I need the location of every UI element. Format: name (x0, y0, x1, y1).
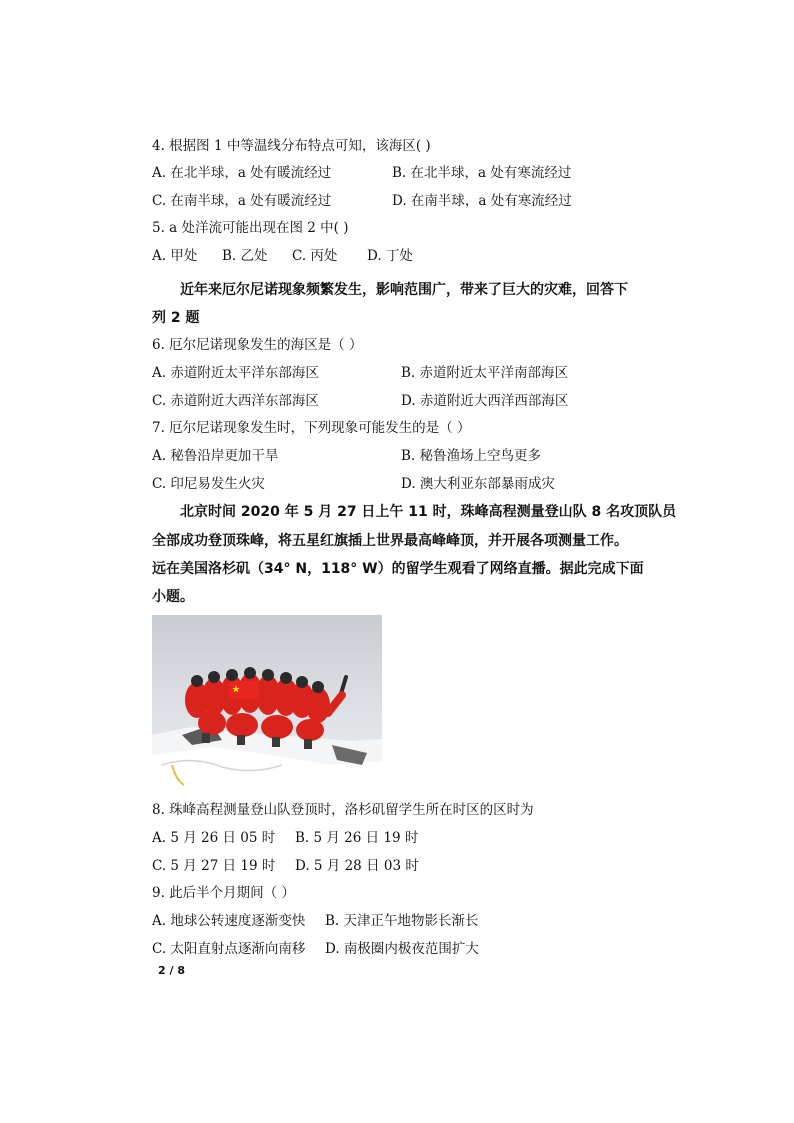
elnino-intro-line-1: 近年来厄尔尼诺现象频繁发生，影响范围广，带来了巨大的灾难，回答下 (180, 282, 628, 298)
question-6-option-a: A. 赤道附近太平洋东部海区 (152, 365, 319, 381)
everest-intro-line-1: 北京时间 2020 年 5 月 27 日上午 11 时，珠峰高程测量登山队 8 名攻顶队员 (180, 504, 677, 520)
page-number: 2 / 8 (158, 964, 185, 977)
question-6-stem: 6. 厄尔尼诺现象发生的海区是（ ） (152, 337, 363, 353)
question-4-option-b: B. 在北半球，a 处有寒流经过 (392, 165, 572, 181)
question-5-option-d: D. 丁处 (367, 248, 413, 264)
question-5-option-c: C. 丙处 (292, 248, 338, 264)
question-5-option-b: B. 乙处 (222, 248, 268, 264)
question-7-option-b: B. 秘鲁渔场上空鸟更多 (401, 448, 542, 464)
question-8-option-b: B. 5 月 26 日 19 时 (295, 830, 419, 846)
question-4-stem: 4. 根据图 1 中等温线分布特点可知，该海区( ) (152, 138, 431, 154)
everest-intro-line-4: 小题。 (152, 589, 194, 605)
question-6-option-d: D. 赤道附近大西洋西部海区 (401, 393, 569, 409)
question-5-stem: 5. a 处洋流可能出现在图 2 中( ) (152, 220, 349, 236)
question-7-stem: 7. 厄尔尼诺现象发生时，下列现象可能发生的是（ ） (152, 420, 471, 436)
question-6-option-b: B. 赤道附近太平洋南部海区 (401, 365, 569, 381)
question-8-option-c: C. 5 月 27 日 19 时 (152, 858, 276, 874)
question-8-option-a: A. 5 月 26 日 05 时 (152, 830, 276, 846)
question-8-option-d: D. 5 月 28 日 03 时 (295, 858, 419, 874)
everest-intro-line-3: 远在美国洛杉矶（34° N，118° W）的留学生观看了网络直播。据此完成下面 (152, 561, 644, 577)
question-9-option-c: C. 太阳直射点逐渐向南移 (152, 941, 306, 957)
question-9-option-d: D. 南极圈内极夜范围扩大 (325, 941, 479, 957)
question-7-option-a: A. 秘鲁沿岸更加干旱 (152, 448, 279, 464)
question-6-option-c: C. 赤道附近大西洋东部海区 (152, 393, 319, 409)
question-4-option-a: A. 在北半球，a 处有暖流经过 (152, 165, 332, 181)
everest-summit-team-photo (152, 615, 382, 788)
elnino-intro-line-2: 列 2 题 (152, 310, 200, 326)
question-5-option-a: A. 甲处 (152, 248, 198, 264)
question-9-option-b: B. 天津正午地物影长渐长 (325, 913, 479, 929)
question-4-option-d: D. 在南半球，a 处有寒流经过 (392, 193, 572, 209)
question-8-stem: 8. 珠峰高程测量登山队登顶时，洛杉矶留学生所在时区的区时为 (152, 802, 534, 818)
question-9-option-a: A. 地球公转速度逐渐变快 (152, 913, 306, 929)
question-4-option-c: C. 在南半球，a 处有暖流经过 (152, 193, 332, 209)
question-7-option-c: C. 印尼易发生火灾 (152, 476, 265, 492)
everest-intro-line-2: 全部成功登顶珠峰，将五星红旗插上世界最高峰峰顶，并开展各项测量工作。 (152, 533, 628, 549)
question-7-option-d: D. 澳大利亚东部暴雨成灾 (401, 476, 555, 492)
question-9-stem: 9. 此后半个月期间（ ） (152, 885, 295, 901)
